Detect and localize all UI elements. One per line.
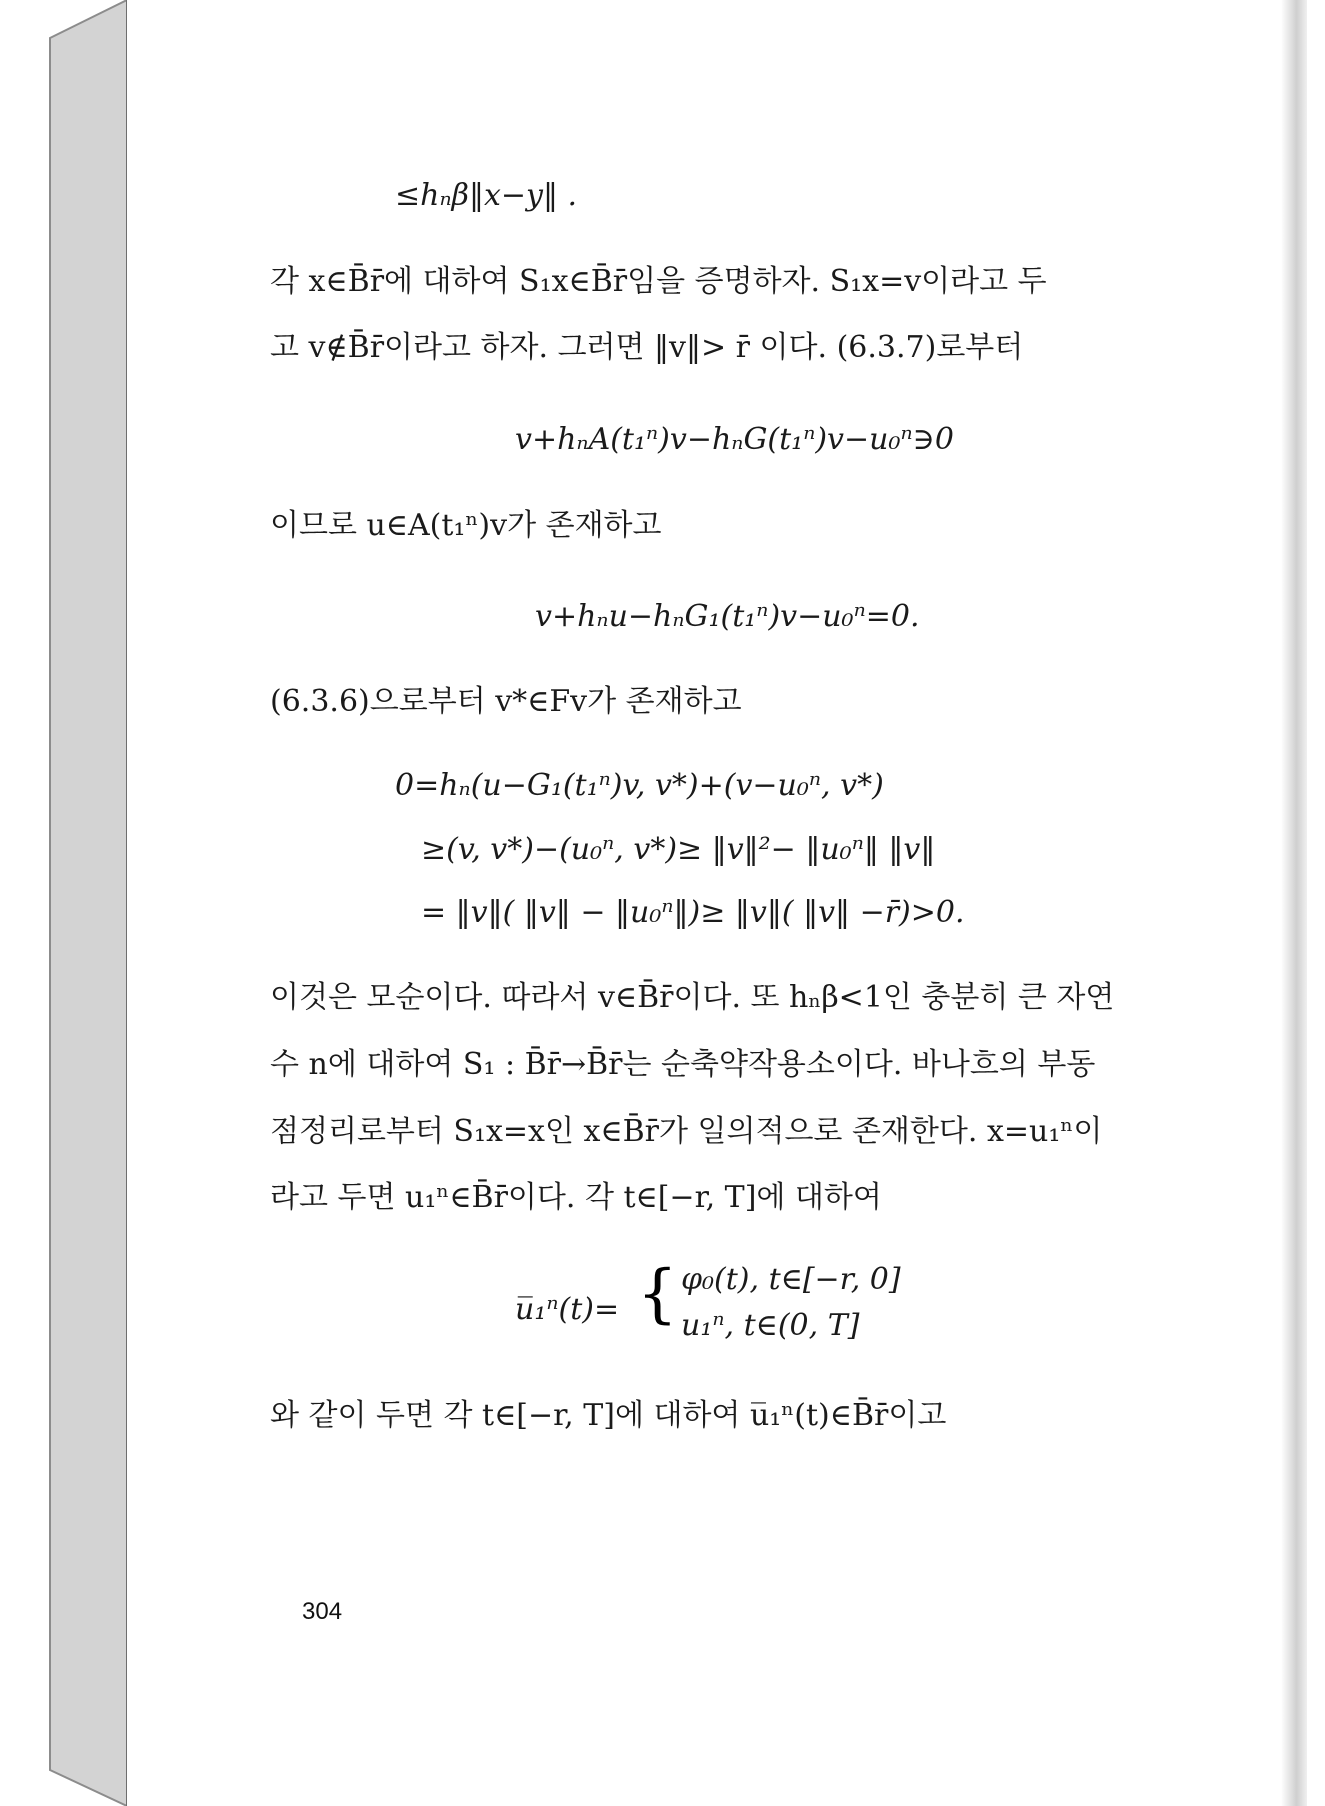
equation: v+hₙA(t₁ⁿ)v−hₙG(t₁ⁿ)v−u₀ⁿ∋0 [515,422,954,457]
text-line: ≤hₙβ‖x−y‖ . [395,178,578,213]
equation: ≥(v, v*)−(u₀ⁿ, v*)≥ ‖v‖²− ‖u₀ⁿ‖ ‖v‖ [421,832,936,867]
text-line: 와 같이 두면 각 t∈[−r, T]에 대하여 u̅₁ⁿ(t)∈B̄r̄이고 [270,1398,947,1433]
equation-lhs: u̅₁ⁿ(t)= [515,1292,620,1327]
text-line: 점정리로부터 S₁x=x인 x∈B̄r̄가 일의적으로 존재한다. x=u₁ⁿ이 [270,1114,1103,1149]
text-line: 고 v∉B̄r̄이라고 하자. 그러면 ‖v‖> r̄ 이다. (6.3.7)로부터 [270,330,1024,365]
equation-case: u₁ⁿ, t∈(0, T] [681,1308,860,1343]
equation: 0=hₙ(u−G₁(t₁ⁿ)v, v*)+(v−u₀ⁿ, v*) [395,768,884,803]
text-line: 라고 두면 u₁ⁿ∈B̄r̄이다. 각 t∈[−r, T]에 대하여 [270,1180,882,1215]
left-brace: { [637,1257,678,1331]
equation: v+hₙu−hₙG₁(t₁ⁿ)v−u₀ⁿ=0. [535,599,920,634]
page-edge-shadow [1281,0,1307,1806]
text-line: 이것은 모순이다. 따라서 v∈B̄r̄이다. 또 hₙβ<1인 충분히 큰 자연 [270,980,1115,1015]
text-line: 이므로 u∈A(t₁ⁿ)v가 존재하고 [270,508,662,543]
equation: = ‖v‖( ‖v‖ − ‖u₀ⁿ‖)≥ ‖v‖( ‖v‖ −r̄)>0. [421,895,965,930]
page-number: 304 [302,1598,343,1625]
text-line: 수 n에 대하여 S₁ : B̄r̄→B̄r̄는 순축약작용소이다. 바나흐의 부동 [270,1047,1096,1082]
text-line: (6.3.6)으로부터 v*∈Fv가 존재하고 [270,684,742,719]
equation-case: φ₀(t), t∈[−r, 0] [681,1262,901,1297]
book-page [127,0,1307,1806]
text-line: 각 x∈B̄r̄에 대하여 S₁x∈B̄r̄임을 증명하자. S₁x=v이라고 두 [270,264,1047,299]
